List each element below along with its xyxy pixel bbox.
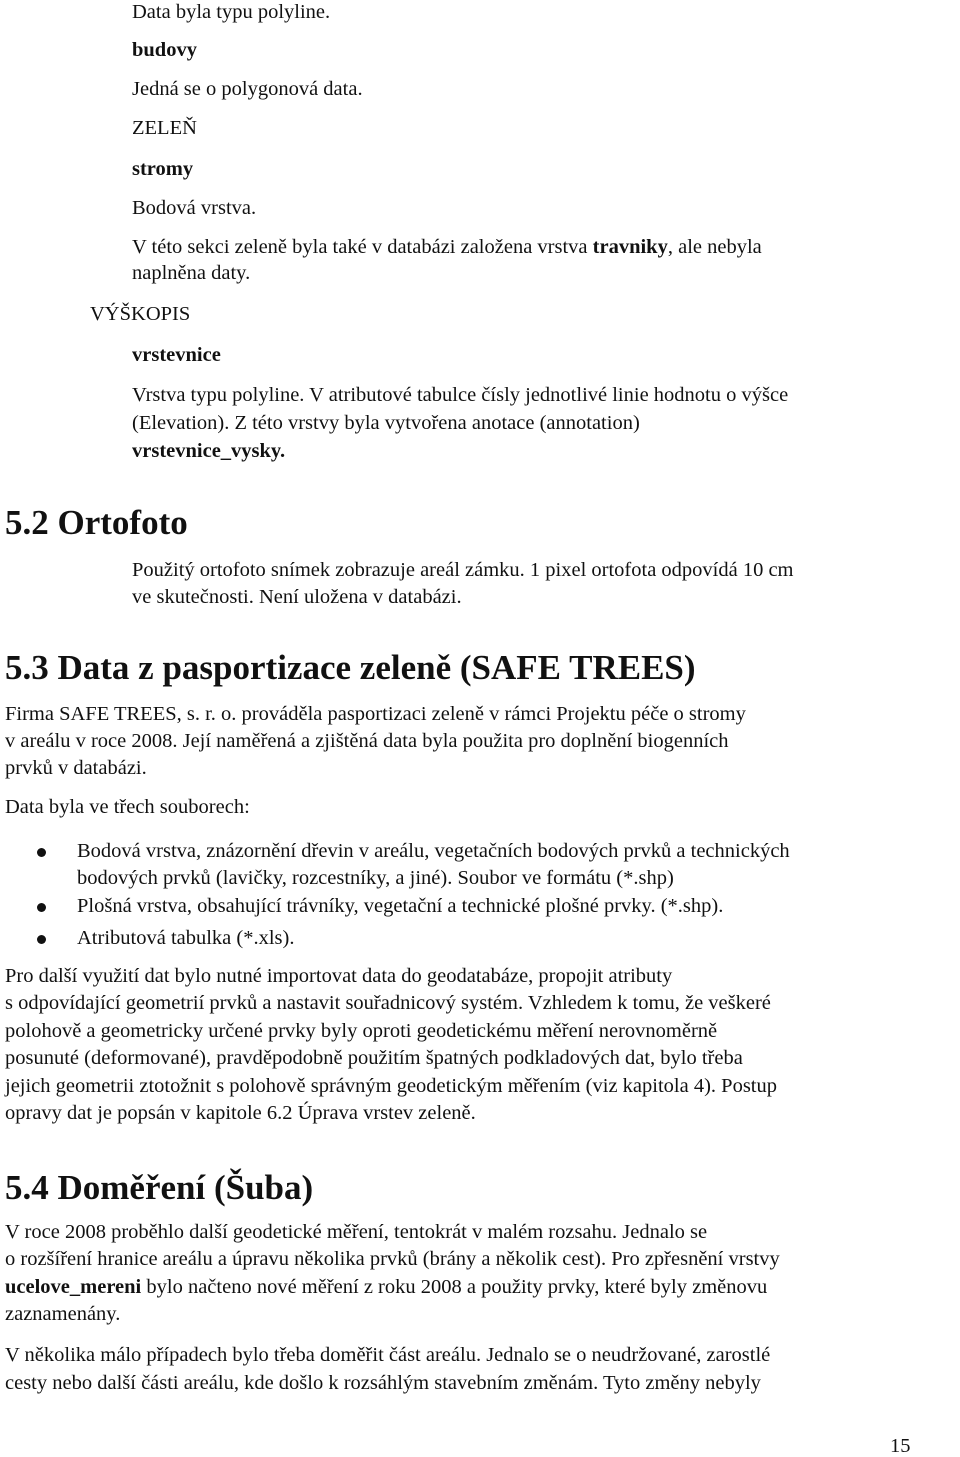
text-line: opravy dat je popsán v kapitole 6.2 Úprava vrstev zeleně. <box>5 1102 476 1124</box>
list-item: Plošná vrstva, obsahující trávníky, vegetační a technické plošné prvky. (*.shp). <box>77 895 724 917</box>
text-line: Firma SAFE TREES, s. r. o. prováděla pasportizaci zeleně v rámci Projektu péče o stromy <box>5 703 746 725</box>
text-line: posunuté (deformované), pravděpodobně použitím špatných podkladových dat, bylo třeba <box>5 1047 743 1069</box>
text-line: polohově a geometricky určené prvky byly oproti geodetickému měření nerovnoměrně <box>5 1020 718 1042</box>
text-span: , ale nebyla <box>667 236 762 258</box>
text-line: V několika málo případech bylo třeba doměřit část areálu. Jednalo se o neudržované, zarostlé <box>5 1344 771 1366</box>
text-line: Data byla ve třech souborech: <box>5 796 250 818</box>
heading-5-2: 5.2 Ortofoto <box>5 503 188 542</box>
text-line: (Elevation). Z této vrstvy byla vytvořena anotace (annotation) <box>132 412 640 434</box>
text-line: o rozšíření hranice areálu a úpravu několika prvků (brány a několik cest). Pro zpřesnění vrstvy <box>5 1248 780 1270</box>
text-line: v areálu v roce 2008. Její naměřená a zjištěná data byla použita pro doplnění biogenních <box>5 730 729 752</box>
text-line: prvků v databázi. <box>5 757 147 779</box>
layer-name-ucelove-mereni: ucelove_mereni <box>5 1276 142 1298</box>
text-line: Jedná se o polygonová data. <box>132 78 363 100</box>
section-label-vyskopis: VÝŠKOPIS <box>90 303 191 325</box>
bullet-icon <box>37 848 46 857</box>
layer-name-budovy: budovy <box>132 39 197 61</box>
text-line: s odpovídající geometrií prvků a nastavit souřadnicový systém. Vzhledem k tomu, že veškeré <box>5 992 771 1014</box>
text-line: Pro další využití dat bylo nutné importovat data do geodatabáze, propojit atributy <box>5 965 673 987</box>
text-line <box>132 237 762 258</box>
text-line: ve skutečnosti. Není uložena v databázi. <box>132 586 462 608</box>
heading-5-3: 5.3 Data z pasportizace zeleně (SAFE TREES) <box>5 648 696 687</box>
section-label-zelen: ZELEŇ <box>132 117 197 139</box>
list-item: Bodová vrstva, znázornění dřevin v areálu, vegetačních bodových prvků a technických <box>77 840 790 862</box>
layer-name-vrstevnice: vrstevnice <box>132 344 221 366</box>
text-line: Bodová vrstva. <box>132 197 257 219</box>
text-line: zaznamenány. <box>5 1303 121 1325</box>
text-line <box>5 1277 767 1298</box>
page-number: 15 <box>890 1435 911 1457</box>
list-item: bodových prvků (lavičky, rozcestníky, a jiné). Soubor ve formátu (*.shp) <box>77 867 674 889</box>
text-line: V roce 2008 proběhlo další geodetické měření, tentokrát v malém rozsahu. Jednalo se <box>5 1221 708 1243</box>
text-line: Vrstva typu polyline. V atributové tabulce čísly jednotlivé linie hodnotu o výšce <box>132 384 789 406</box>
layer-name-stromy: stromy <box>132 158 194 180</box>
text-line: Použitý ortofoto snímek zobrazuje areál zámku. 1 pixel ortofota odpovídá 10 cm <box>132 559 794 581</box>
text-line: Data byla typu polyline. <box>132 1 331 23</box>
text-line: naplněna daty. <box>132 262 251 284</box>
bullet-icon <box>37 935 46 944</box>
text-span: V této sekci zeleně byla také v databázi založena vrstva <box>132 236 593 258</box>
heading-5-4: 5.4 Doměření (Šuba) <box>5 1168 314 1207</box>
text-line: jejich geometrii ztotožnit s polohově správným geodetickým měřením (viz kapitola 4). Postup <box>5 1075 777 1097</box>
layer-name-travniky: travniky <box>592 236 668 258</box>
text-span: bylo načteno nové měření z roku 2008 a použity prvky, které byly změnovu <box>141 1276 768 1298</box>
list-item: Atributová tabulka (*.xls). <box>77 927 295 949</box>
text-line: cesty nebo další části areálu, kde došlo k rozsáhlým stavebním změnám. Tyto změny nebyly <box>5 1372 761 1394</box>
bullet-icon <box>37 903 46 912</box>
layer-name-vrstevnice-vysky: vrstevnice_vysky. <box>132 440 286 462</box>
